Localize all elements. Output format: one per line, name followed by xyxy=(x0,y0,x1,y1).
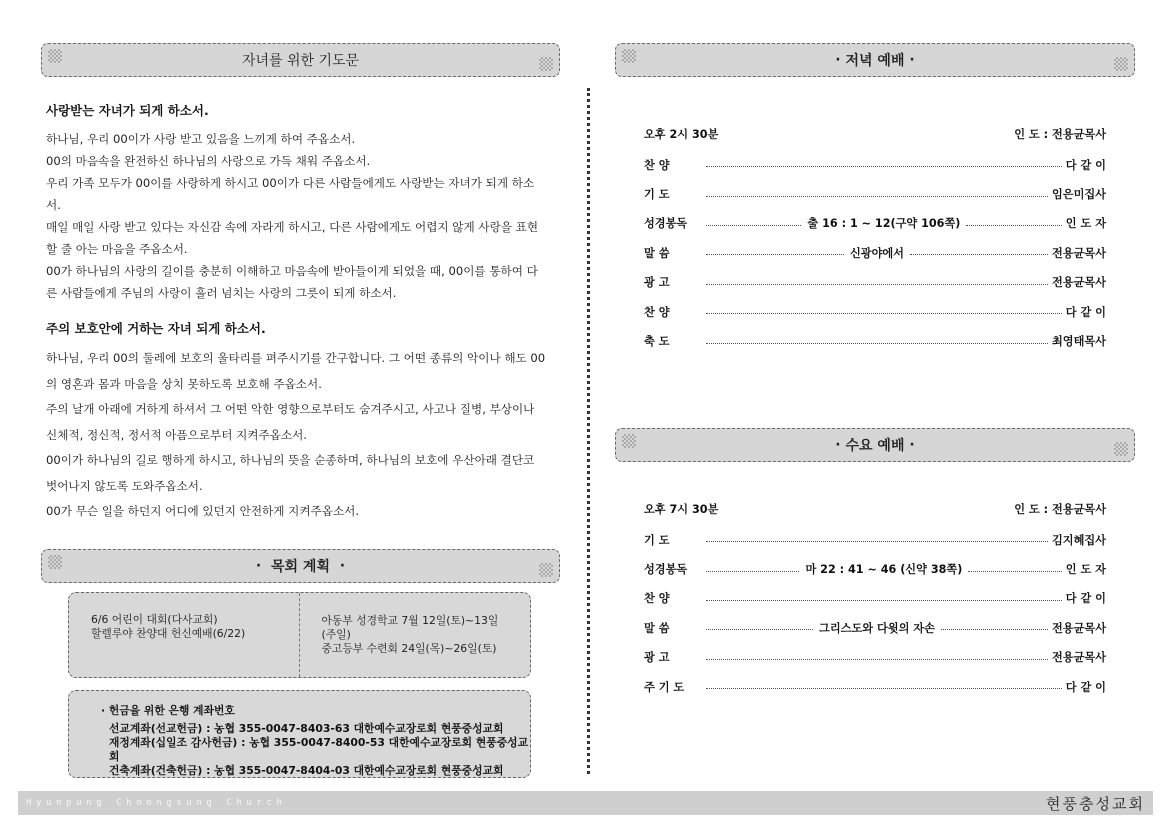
worship-row-detail: 그리스도와 다윗의 자손 xyxy=(819,621,935,635)
bullet-icon: · xyxy=(904,52,915,68)
worship-row-label: 말 씀 xyxy=(644,621,670,635)
plan-item: 할렐루야 찬양대 헌신예배(6/22) xyxy=(91,627,246,640)
worship-row-label: 성경봉독 xyxy=(644,217,688,231)
plan-banner xyxy=(41,549,560,583)
dotted-leader xyxy=(706,284,1048,285)
worship-leader: 인 도 : 전용균목사 xyxy=(1014,503,1106,516)
dotted-leader xyxy=(968,571,1061,572)
pattern-icon xyxy=(48,49,62,63)
bank-account: 건축계좌(건축헌금) : 농협 355-0047-8404-03 대한예수교장로회 현풍중성교회 xyxy=(109,764,504,777)
bullet-icon: · xyxy=(835,437,846,453)
dotted-leader xyxy=(706,541,1048,542)
dotted-leader xyxy=(706,688,1062,689)
worship-row xyxy=(644,268,1106,297)
worship-row-label: 광 고 xyxy=(644,651,670,665)
worship-row-value: 임은미집사 xyxy=(1051,188,1106,202)
worship-row-value: 인 도 자 xyxy=(1065,217,1107,231)
dotted-leader xyxy=(706,196,1048,197)
worship-row xyxy=(644,209,1106,238)
worship-row xyxy=(644,613,1106,642)
prayer-line: 00이가 하나님의 길로 행하게 하시고, 하나님의 뜻을 순종하며, 하나님의 보호에 우산아래 결단코 벗어나지 않도록 도와주옵소서. xyxy=(46,453,535,493)
pattern-icon xyxy=(1114,442,1128,456)
wednesday-order xyxy=(644,493,1106,701)
prayer-line: 하나님, 우리 00이가 사랑 받고 있음을 느끼게 하여 주옵소서. xyxy=(46,132,356,146)
pattern-icon xyxy=(622,434,636,448)
pattern-icon xyxy=(622,49,636,63)
dotted-leader xyxy=(706,313,1062,314)
dotted-leader xyxy=(706,254,844,255)
worship-row-value: 전용균목사 xyxy=(1051,246,1106,260)
dotted-leader xyxy=(706,600,1062,601)
worship-row-detail: 마 22 : 41 ~ 46 (신약 38쪽) xyxy=(805,563,963,577)
worship-row-label: 축 도 xyxy=(644,335,670,349)
bullet-icon: · xyxy=(255,558,271,574)
worship-row-value: 다 같 이 xyxy=(1065,158,1106,172)
prayer-banner xyxy=(41,43,560,77)
bank-account: 재정계좌(십일조 감사헌금) : 농협 355-0047-8400-53 대한예수교장로회 현풍중성교회 xyxy=(109,736,529,763)
evening-banner xyxy=(615,43,1135,77)
worship-row xyxy=(644,584,1106,613)
worship-row xyxy=(644,150,1106,179)
worship-rows xyxy=(644,525,1106,701)
worship-row-label: 광 고 xyxy=(644,276,670,290)
worship-row-detail: 출 16 : 1 ~ 12(구약 106쪽) xyxy=(807,217,961,231)
plan-box xyxy=(68,592,531,678)
wednesday-banner-title: 수요 예배 xyxy=(845,438,905,454)
dotted-leader xyxy=(941,629,1048,630)
prayer-line: 00가 하나님의 사랑의 길이를 충분히 이해하고 마음속에 받아들이게 되었을 때, 00이를 통하여 다른 사람들에게 주님의 사랑이 흘러 넘치는 사랑의 그릇이 되게 하소서. xyxy=(46,264,538,300)
prayer-line: 00가 무슨 일을 하던지 어디에 있던지 안전하게 지켜주옵소서. xyxy=(46,504,360,518)
worship-row-label: 찬 양 xyxy=(644,592,670,606)
plan-right xyxy=(300,593,531,677)
worship-row xyxy=(644,238,1106,267)
dotted-leader xyxy=(706,225,801,226)
prayer-banner-title: 자녀를 위한 기도문 xyxy=(241,53,360,69)
plan-item: 아동부 성경학교 7월 12일(토)~13일(주일) xyxy=(321,614,499,641)
dotted-leader xyxy=(706,166,1062,167)
plan-left xyxy=(69,593,300,677)
worship-row xyxy=(644,297,1106,326)
dotted-leader xyxy=(910,254,1048,255)
worship-row-value: 전용균목사 xyxy=(1051,276,1106,290)
worship-row-value: 최영태목사 xyxy=(1051,335,1106,349)
worship-row-value: 다 같 이 xyxy=(1065,305,1106,319)
prayer-section-1 xyxy=(46,100,546,304)
plan-item: 중고등부 수련회 24일(목)~26일(토) xyxy=(321,642,497,655)
prayer-line: 하나님, 우리 00의 둘레에 보호의 울타리를 펴주시기를 간구합니다. 그 어떤 종류의 악이나 해도 00의 영혼과 몸과 마음을 상치 못하도록 보호해 주옵소서. xyxy=(46,351,546,391)
prayer-section-2 xyxy=(46,318,546,525)
wednesday-banner xyxy=(615,428,1135,462)
bullet-icon: · xyxy=(329,558,346,574)
footer-bar xyxy=(18,791,1153,815)
worship-row-label: 주 기 도 xyxy=(644,680,685,694)
worship-leader: 인 도 : 전용균목사 xyxy=(1014,128,1106,141)
evening-order xyxy=(644,118,1106,356)
worship-row-label: 성경봉독 xyxy=(644,563,688,577)
column-divider xyxy=(587,88,590,774)
worship-row-label: 말 씀 xyxy=(644,246,670,260)
worship-row-value: 다 같 이 xyxy=(1065,680,1106,694)
worship-row-label: 찬 양 xyxy=(644,158,670,172)
pattern-icon xyxy=(539,563,553,577)
pattern-icon xyxy=(539,57,553,71)
worship-row-value: 전용균목사 xyxy=(1051,651,1106,665)
bullet-icon: · xyxy=(835,52,846,68)
prayer-line: 00의 마음속을 완전하신 하나님의 사랑으로 가득 채워 주옵소서. xyxy=(46,154,371,168)
worship-rows xyxy=(644,150,1106,356)
bullet-icon: · xyxy=(904,437,915,453)
footer-korean: 현풍충성교회 xyxy=(1046,794,1145,813)
pattern-icon xyxy=(48,555,62,569)
worship-row-value: 전용균목사 xyxy=(1051,621,1107,635)
plan-banner-title: 목회 계획 xyxy=(271,559,330,575)
dotted-leader xyxy=(706,571,799,572)
worship-row-value: 김지혜집사 xyxy=(1051,533,1106,547)
section-heading: 주의 보호안에 거하는 자녀 되게 하소서. xyxy=(46,321,266,336)
prayer-line: 우리 가족 모두가 00이를 사랑하게 하시고 00이가 다른 사람들에게도 사랑받는 자녀가 되게 하소서. xyxy=(46,176,535,212)
worship-header xyxy=(644,118,1106,150)
worship-row xyxy=(644,554,1106,583)
pattern-icon xyxy=(1114,57,1128,71)
worship-time: 오후 2시 30분 xyxy=(644,128,719,141)
footer-english: Hyunpung Choongsung Church xyxy=(26,798,287,808)
worship-row xyxy=(644,179,1106,208)
worship-row-value: 다 같 이 xyxy=(1065,592,1106,606)
worship-time: 오후 7시 30분 xyxy=(644,503,719,516)
bank-box xyxy=(68,690,531,778)
bank-account: 선교계좌(선교헌금) : 농협 355-0047-8403-63 대한예수교장로회 현풍중성교회 xyxy=(109,722,504,735)
worship-row-label: 기 도 xyxy=(644,533,670,547)
evening-banner-title: 저녁 예배 xyxy=(845,53,905,69)
prayer-line: 매일 매일 사랑 받고 있다는 자신감 속에 자라게 하시고, 다른 사람에게도 어렵지 않게 사랑을 표현할 줄 아는 마음을 주옵소서. xyxy=(46,220,539,256)
dotted-leader xyxy=(966,225,1061,226)
worship-row-value: 인 도 자 xyxy=(1065,563,1106,577)
worship-row-label: 기 도 xyxy=(644,188,670,202)
dotted-leader xyxy=(706,343,1048,344)
dotted-leader xyxy=(706,629,813,630)
section-heading: 사랑받는 자녀가 되게 하소서. xyxy=(46,103,209,118)
worship-row xyxy=(644,672,1106,701)
worship-row xyxy=(644,643,1106,672)
plan-item: 6/6 어린이 대회(다사교회) xyxy=(91,613,218,626)
bank-title: · 헌금을 위한 은행 계좌번호 xyxy=(101,704,235,717)
worship-header xyxy=(644,493,1106,525)
worship-row xyxy=(644,525,1106,554)
prayer-text xyxy=(46,100,546,525)
prayer-line: 주의 날개 아래에 거하게 하셔서 그 어떤 악한 영향으로부터도 숨겨주시고, 사고나 질병, 부상이나 신체적, 정신적, 정서적 아픔으로부터 지켜주옵소서. xyxy=(46,402,535,442)
dotted-leader xyxy=(706,659,1048,660)
worship-row-detail: 신광야에서 xyxy=(849,246,904,260)
worship-row xyxy=(644,326,1106,355)
worship-row-label: 찬 양 xyxy=(644,305,670,319)
